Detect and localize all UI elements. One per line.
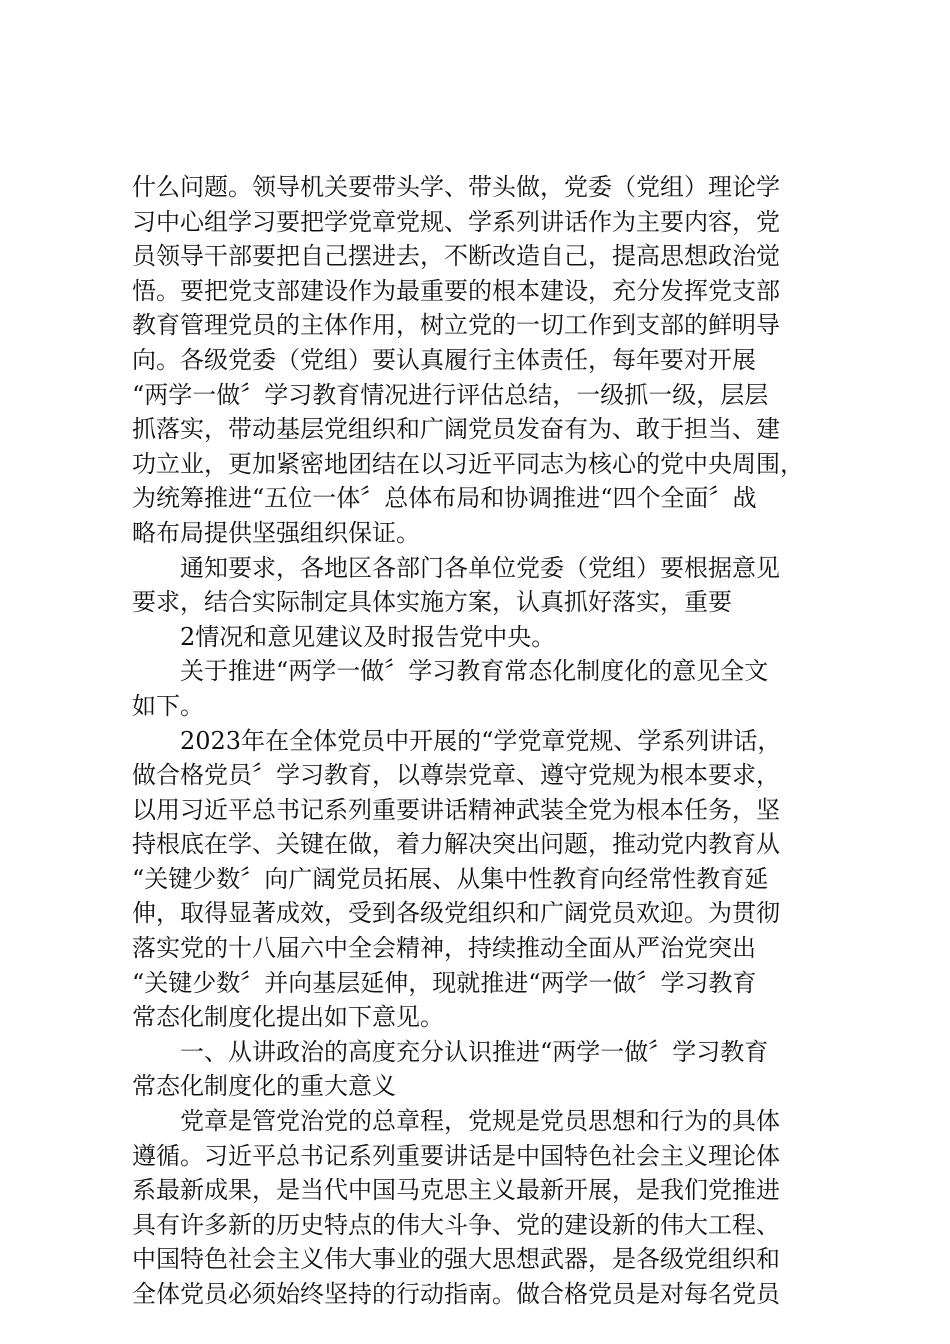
paragraph-start: 2023年在全体党员中开展的“学党章党规、学系列讲话，: [180, 726, 782, 755]
section-heading: 一、从讲政治的高度充分认识推进“两学一做〞学习教育: [180, 1037, 769, 1066]
text-line: 为统筹推进“五位一体〞总体布局和协调推进“四个全面〞战: [132, 484, 757, 513]
section-heading-continued: 常态化制度化的重大意义: [132, 1072, 396, 1101]
text-line: 具有许多新的历史特点的伟大斗争、党的建设新的伟大工程、: [132, 1210, 780, 1239]
paragraph-start: 关于推进“两学一做〞学习教育常态化制度化的意见全文: [180, 657, 769, 686]
paragraph-start: 2情况和意见建议及时报告党中央。: [180, 622, 556, 651]
text-line: 遵循。习近平总书记系列重要讲话是中国特色社会主义理论体: [132, 1141, 780, 1170]
text-line: 悟。要把党支部建设作为最重要的根本建设，充分发挥党支部: [132, 276, 780, 305]
text-line: 全体党员必须始终坚持的行动指南。做合格党员是对每名党员: [132, 1280, 780, 1308]
text-line: 员领导干部要把自己摆进去，不断改造自己，提高思想政治觉: [132, 242, 780, 271]
text-line: 教育管理党员的主体作用，树立党的一切工作到支部的鲜明导: [132, 311, 780, 340]
text-line: “关键少数〞并向基层延伸，现就推进“两学一做〞学习教育: [132, 968, 757, 997]
text-line: 抓落实，带动基层党组织和广阔党员发奋有为、敢于担当、建: [132, 415, 780, 444]
text-line: 中国特色社会主义伟大事业的强大思想武器，是各级党组织和: [132, 1245, 780, 1274]
document-body: [132, 170, 832, 1312]
text-line: 常态化制度化提出如下意见。: [132, 1003, 444, 1032]
text-line: 略布局提供坚强组织保证。: [132, 518, 420, 547]
text-line: 什么问题。领导机关要带头学、带头做，党委（党组）理论学: [132, 173, 780, 201]
text-line: “两学一做〞学习教育情况进行评估总结，一级抓一级，层层: [132, 380, 769, 409]
text-line: 系最新成果，是当代中国马克思主义最新开展，是我们党推进: [132, 1176, 780, 1205]
text-line: 功立业，更加紧密地团结在以习近平同志为核心的党中央周围，: [132, 449, 804, 478]
paragraph-start: 党章是管党治党的总章程，党规是党员思想和行为的具体: [180, 1107, 780, 1136]
text-line: 以用习近平总书记系列重要讲话精神武装全党为根本任务，坚: [132, 795, 780, 824]
text-line: 如下。: [132, 691, 204, 720]
text-line: 向。各级党委（党组）要认真履行主体责任，每年要对开展: [132, 345, 756, 374]
text-line: 落实党的十八届六中全会精神，持续推动全面从严治党突出: [132, 934, 756, 963]
text-line: 持根底在学、关键在做，着力解决突出问题，推动党内教育从: [132, 830, 780, 859]
text-line: 习中心组学习要把学党章党规、学系列讲话作为主要内容，党: [132, 207, 780, 236]
text-line: “关键少数〞向广阔党员拓展、从集中性教育向经常性教育延: [132, 864, 769, 893]
paragraph-start: 通知要求，各地区各部门各单位党委（党组）要根据意见: [180, 553, 780, 582]
text-line: 伸，取得显著成效，受到各级党组织和广阔党员欢迎。为贯彻: [132, 899, 780, 928]
text-line: 要求，结合实际制定具体实施方案，认真抓好落实，重要: [132, 588, 732, 617]
text-line: 做合格党员〞学习教育，以尊崇党章、遵守党规为根本要求，: [132, 761, 780, 790]
